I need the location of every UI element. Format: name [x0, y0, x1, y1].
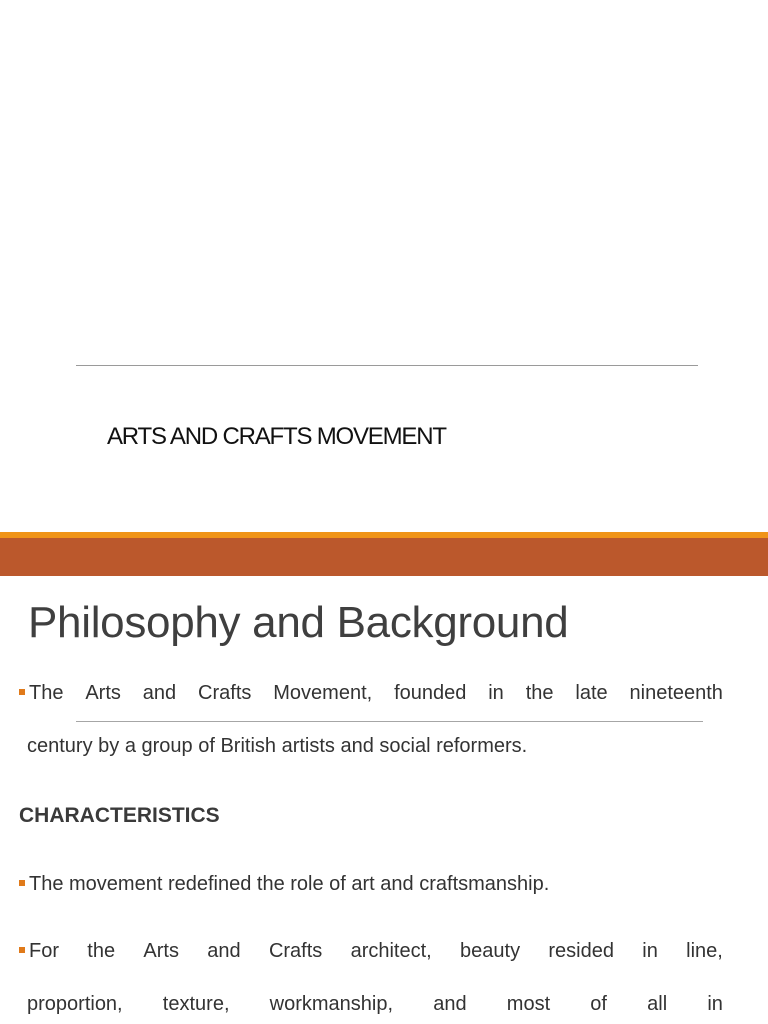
word: Arts	[85, 682, 121, 704]
square-bullet-icon	[19, 880, 25, 886]
word: most	[506, 993, 551, 1015]
word: architect,	[350, 940, 432, 962]
content-title: Philosophy and Background	[28, 598, 569, 647]
square-bullet-icon	[19, 689, 25, 695]
word: late	[575, 682, 608, 704]
header-band	[0, 538, 768, 576]
word: Crafts	[198, 682, 252, 704]
word: in	[488, 682, 504, 704]
word: in	[642, 940, 658, 962]
word: and	[433, 993, 467, 1015]
word: in	[707, 993, 723, 1015]
bullet-3-line-2	[27, 993, 723, 1016]
word: Crafts	[268, 940, 323, 962]
word: founded	[394, 682, 467, 704]
bullet-1-first-word: The	[19, 682, 63, 705]
square-bullet-icon	[19, 947, 25, 953]
word: Movement,	[273, 682, 373, 704]
word: the	[525, 682, 554, 704]
bullet-1-line-1	[19, 682, 723, 705]
bullet-3-line-1	[19, 940, 723, 963]
word: Arts	[143, 940, 179, 962]
word: all	[647, 993, 668, 1015]
word: of	[590, 993, 607, 1015]
word: nineteenth	[629, 682, 723, 704]
slide-title: ARTS AND CRAFTS MOVEMENT	[107, 423, 446, 450]
word: texture,	[162, 993, 230, 1015]
word: and	[142, 682, 177, 704]
title-divider	[76, 365, 698, 366]
word: the	[87, 940, 116, 962]
word: beauty	[460, 940, 521, 962]
word: resided	[548, 940, 614, 962]
content-divider	[76, 721, 703, 722]
section-heading: CHARACTERISTICS	[19, 804, 220, 827]
bullet-1-line-2: century by a group of British artists and social reformers.	[27, 735, 528, 757]
word: workmanship,	[269, 993, 394, 1015]
word: and	[207, 940, 241, 962]
word: proportion,	[27, 993, 123, 1015]
content-slide	[0, 576, 768, 1024]
word: line,	[686, 940, 723, 962]
bullet-2: The movement redefined the role of art and craftsmanship.	[19, 873, 549, 896]
bullet-3-first-word: For	[19, 940, 59, 963]
